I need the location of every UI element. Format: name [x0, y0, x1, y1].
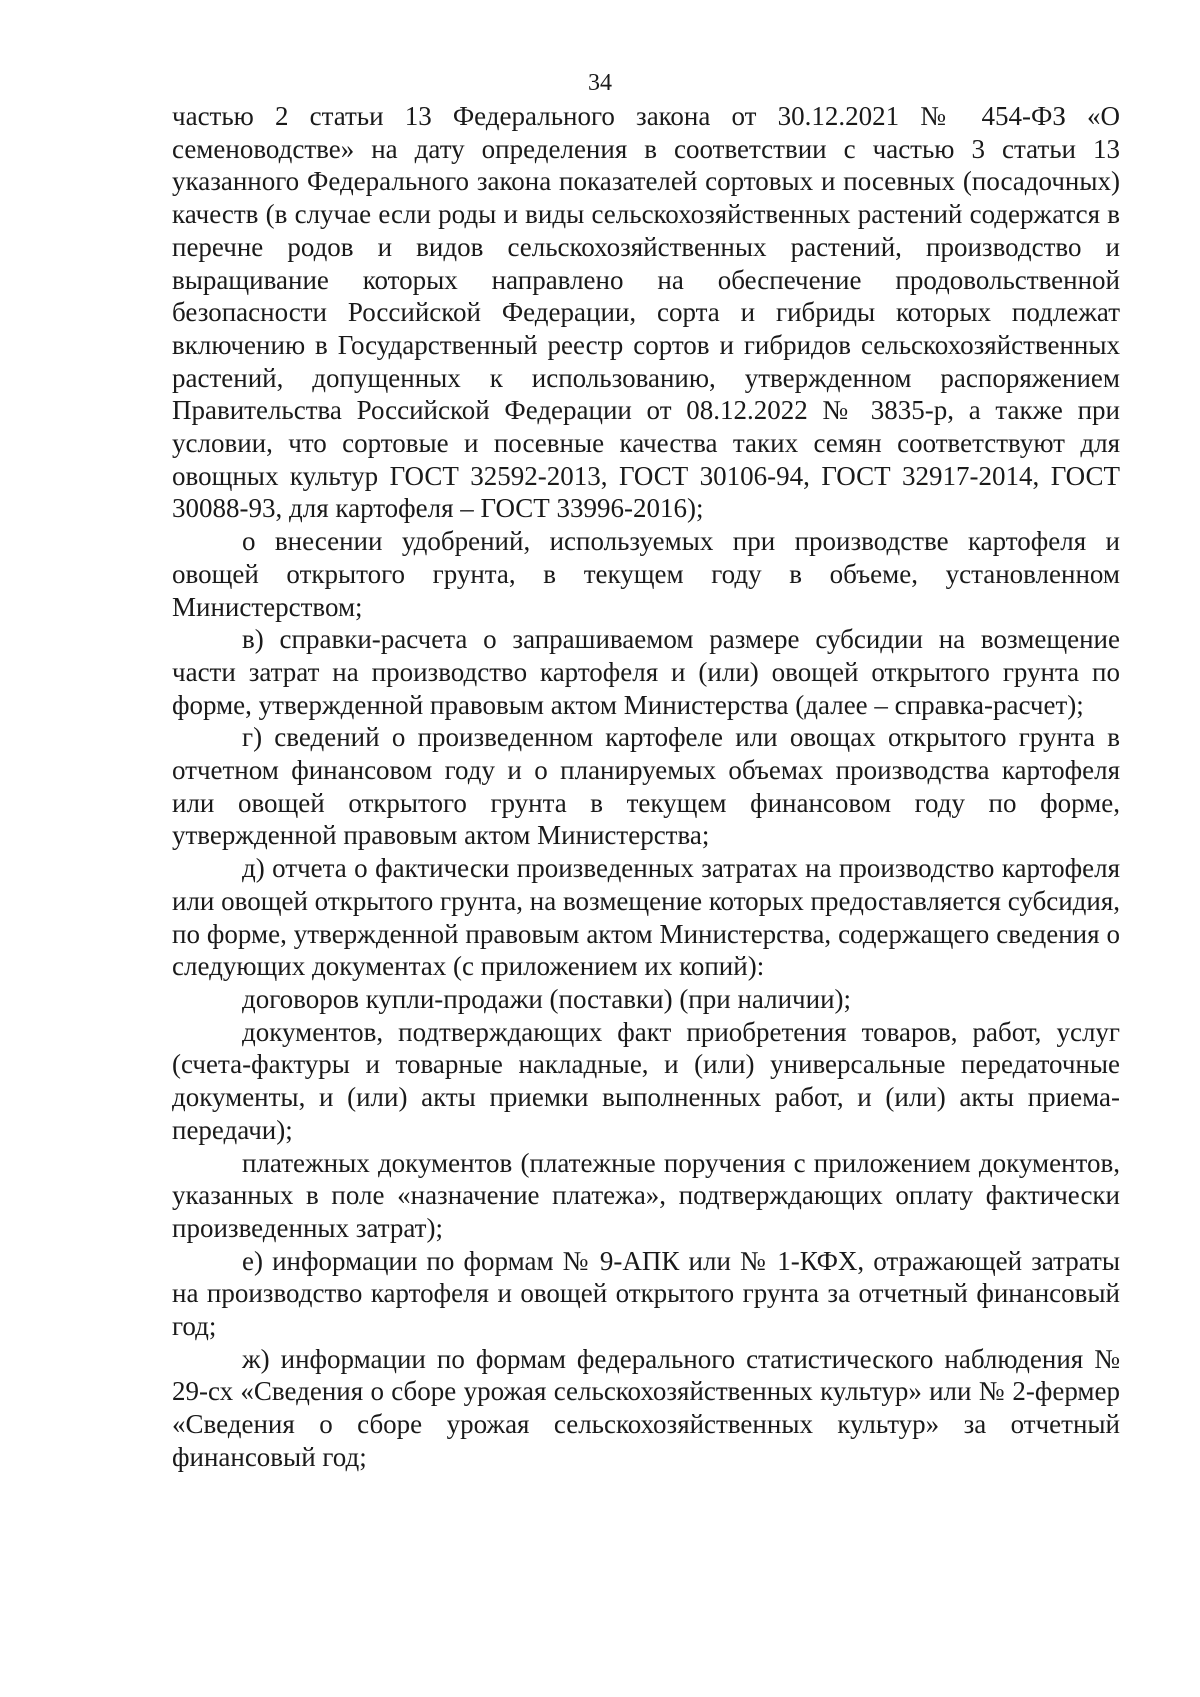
document-body [172, 100, 1120, 1474]
paragraph-item-e: е) информации по формам № 9-АПК или № 1-КФХ, отражающей затраты на производство картофеля и овощей открытого грунта за отчетный финансовый год; [172, 1245, 1120, 1342]
paragraph-item-v: в) справки-расчета о запрашиваемом размере субсидии на возмещение части затрат на производство картофеля и (или) овощей открытого грунта по форме, утвержденной правовым актом Министерства (далее – справка-расчет); [172, 624, 1120, 720]
paragraph-item-d: д) отчета о фактически произведенных затратах на производство картофеля или овощей открытого грунта, на возмещение которых предоставляется субсидия, по форме, утвержденной правовым актом Министерства, содержащего сведения о следующих документах (с приложением их копий): [172, 853, 1120, 982]
paragraph-payments: платежных документов (платежные поручения с приложением документов, указанных в поле «назначение платежа», подтверждающих оплату фактически произведенных затрат); [172, 1147, 1120, 1243]
paragraph-item-zh: ж) информации по формам федерального статистического наблюдения № 29-сх «Сведения о сборе урожая сельскохозяйственных культур» или № 2-фермер «Сведения о сборе урожая сельскохозяйственных культур» за отчетный финансовый год; [172, 1343, 1120, 1472]
paragraph-fertilizers: о внесении удобрений, используемых при производстве картофеля и овощей открытого грунта, в текущем году в объеме, установленном Министерством; [172, 526, 1120, 622]
paragraph-item-g: г) сведений о произведенном картофеле или овощах открытого грунта в отчетном финансовом году и о планируемых объемах производства картофеля или овощей открытого грунта в текущем финансовом году по форме, утвержденной правовым актом Министерства; [172, 722, 1120, 851]
paragraph-contracts: договоров купли-продажи (поставки) (при наличии); [242, 983, 852, 1014]
paragraph-continuation: частью 2 статьи 13 Федерального закона от 30.12.2021 № 454-ФЗ «О семеноводстве» на дату определения в соответствии с частью 3 статьи 13 указанного Федерального закона показателей сортовых и посевных (посадочных) качеств (в случае если роды и виды сельскохозяйственных растений содержатся в перечне родов и видов сельскохозяйственных растений, производство и выращивание которых направлено на обеспечение продовольственной безопасности Российской Федерации, сорта и гибриды которых подлежат включению в Государственный реестр сортов и гибридов сельскохозяйственных растений, допущенных к использованию, утвержденном распоряжением Правительства Российской Федерации от 08.12.2022 № 3835-р, а также при условии, что сортовые и посевные качества таких семян соответствуют для овощных культур ГОСТ 32592-2013, ГОСТ 30106-94, ГОСТ 32917-2014, ГОСТ 30088-93, для картофеля – ГОСТ 33996-2016); [172, 101, 1120, 524]
page-number: 34 [588, 70, 612, 96]
paragraph-documents: документов, подтверждающих факт приобретения товаров, работ, услуг (счета-фактуры и товарные накладные, и (или) универсальные передаточные документы, и (или) акты приемки выполненных работ, и (или) акты приема-передачи); [172, 1016, 1120, 1145]
